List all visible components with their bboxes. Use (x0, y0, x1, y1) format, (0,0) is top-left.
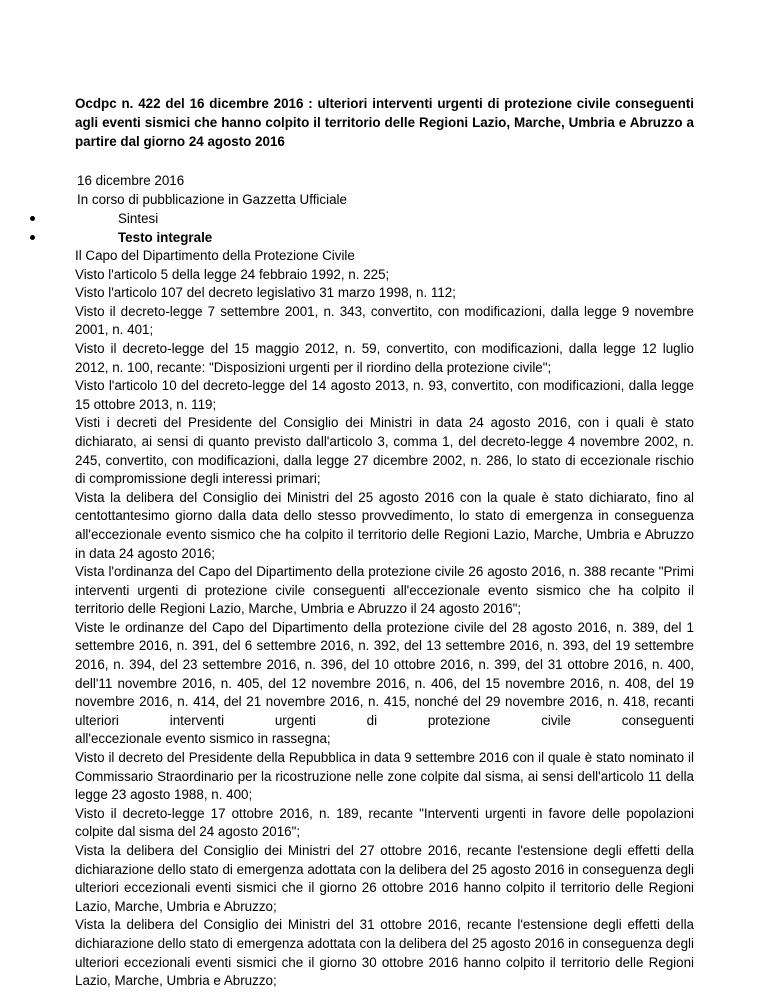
bullet-icon (30, 235, 35, 240)
paragraph: Visti i decreti del Presidente del Consiglio dei Ministri in data 24 agosto 2016, con i quali è stato dichiarato, ai sensi di quanto previsto dall'articolo 3, comma 1, del decreto-legge 4 novembre 2002, n. 245, convertito, con modificazioni, dalla legge 27 dicembre 2002, n. 286, lo stato di eccezionale rischio di compromissione degli interessi primari; (75, 415, 694, 487)
paragraph: Visto il decreto-legge 7 settembre 2001, n. 343, convertito, con modificazioni, dalla legge 9 novembre 2001, n. 401; (75, 303, 694, 338)
paragraph: Vista la delibera del Consiglio dei Ministri del 27 ottobre 2016, recante l'estensione degli effetti della dichiarazione dello stato di emergenza adottata con la delibera del 25 agosto 2016 in conseguenza degli ulteriori eccezionali eventi sismici che il giorno 26 ottobre 2016 hanno colpito il territorio delle Regioni Lazio, Marche, Umbria e Abruzzo; (75, 843, 694, 914)
document-tabs (75, 209, 694, 247)
paragraph: Vista la delibera del Consiglio dei Ministri del 25 agosto 2016 con la quale è stato dichiarato, fino al centottantesimo giorno dalla data dello stesso provvedimento, lo stato di emergenza in conseguenza all'eccezionale evento sismico che ha colpito il territorio delle Regioni Lazio, Marche, Umbria e Abruzzo in data 24 agosto 2016; (75, 489, 694, 561)
paragraph: Visto l'articolo 5 della legge 24 febbraio 1992, n. 225; (75, 266, 390, 282)
publication-status: In corso di pubblicazione in Gazzetta Ufficiale (77, 192, 347, 207)
tab-testo-integrale[interactable] (75, 228, 694, 247)
paragraph: Il Capo del Dipartimento della Protezione Civile (75, 248, 355, 263)
bullet-icon (30, 216, 35, 221)
tab-sintesi[interactable] (75, 209, 694, 228)
paragraph: Visto il decreto-legge del 15 maggio 2012, n. 59, convertito, con modificazioni, dalla legge 12 luglio 2012, n. 100, recante: "Disposizioni urgenti per il riordino della protezione civile"; (75, 340, 694, 375)
document-title: Ocdpc n. 422 del 16 dicembre 2016 : ulteriori interventi urgenti di protezione civile conseguenti agli eventi sismici che hanno colpito il territorio delle Regioni Lazio, Marche, Umbria e Abruzzo a partire dal giorno 24 agosto 2016 (75, 96, 694, 149)
paragraph: Vista l'ordinanza del Capo del Dipartimento della protezione civile 26 agosto 2016, n. 388 recante "Primi interventi urgenti di protezione civile conseguenti all'eccezionale evento sismico che ha colpito il territorio delle Regioni Lazio, Marche, Umbria e Abruzzo il 24 agosto 2016"; (75, 564, 694, 617)
paragraph: Visto il decreto-legge 17 ottobre 2016, n. 189, recante "Interventi urgenti in favore delle popolazioni colpite dal sisma del 24 agosto 2016"; (75, 805, 694, 840)
document-page (75, 94, 694, 991)
paragraph: Visto l'articolo 107 del decreto legislativo 31 marzo 1998, n. 112; (75, 285, 456, 301)
tab-sintesi-label[interactable]: Sintesi (118, 211, 159, 226)
publication-date: 16 dicembre 2016 (77, 173, 185, 188)
paragraph: Visto l'articolo 10 del decreto-legge del 14 agosto 2013, n. 93, convertito, con modificazioni, dalla legge 15 ottobre 2013, n. 119; (75, 378, 694, 412)
paragraph: Vista la delibera del Consiglio dei Ministri del 31 ottobre 2016, recante l'estensione degli effetti della dichiarazione dello stato di emergenza adottata con la delibera del 25 agosto 2016 in conseguenza degli ulteriori eccezionali eventi sismici che il giorno 30 ottobre 2016 hanno colpito il territorio delle Regioni Lazio, Marche, Umbria e Abruzzo; (75, 917, 694, 989)
paragraph: Visto il decreto del Presidente della Repubblica in data 9 settembre 2016 con il quale è stato nominato il Commissario Straordinario per la ricostruzione nelle zone colpite dal sisma, ai sensi dell'articolo 11 della legge 23 agosto 1988, n. 400; (75, 750, 694, 803)
document-meta (75, 171, 694, 209)
paragraph: all'eccezionale evento sismico in rassegna; (75, 731, 331, 747)
paragraph: Viste le ordinanze del Capo del Dipartimento della protezione civile del 28 agosto 2016, n. 389, del 1 settembre 2016, n. 391, del 6 settembre 2016, n. 392, del 13 settembre 2016, n. 393, del 19 settembre 2016, n. 394, del 23 settembre 2016, n. 396, del 10 ottobre 2016, n. 399, del 31 ottobre 2016, n. 400, dell'11 novembre 2016, n. 405, del 12 novembre 2016, n. 406, del 15 novembre 2016, n. 408, del 19 novembre 2016, n. 414, del 21 novembre 2016, n. 415, nonché del 29 novembre 2016, n. 418, recanti ulteriori interventi urgenti di protezione civile conseguenti (75, 619, 694, 728)
document-body (75, 247, 694, 991)
tab-testo-integrale-label[interactable]: Testo integrale (118, 230, 213, 245)
